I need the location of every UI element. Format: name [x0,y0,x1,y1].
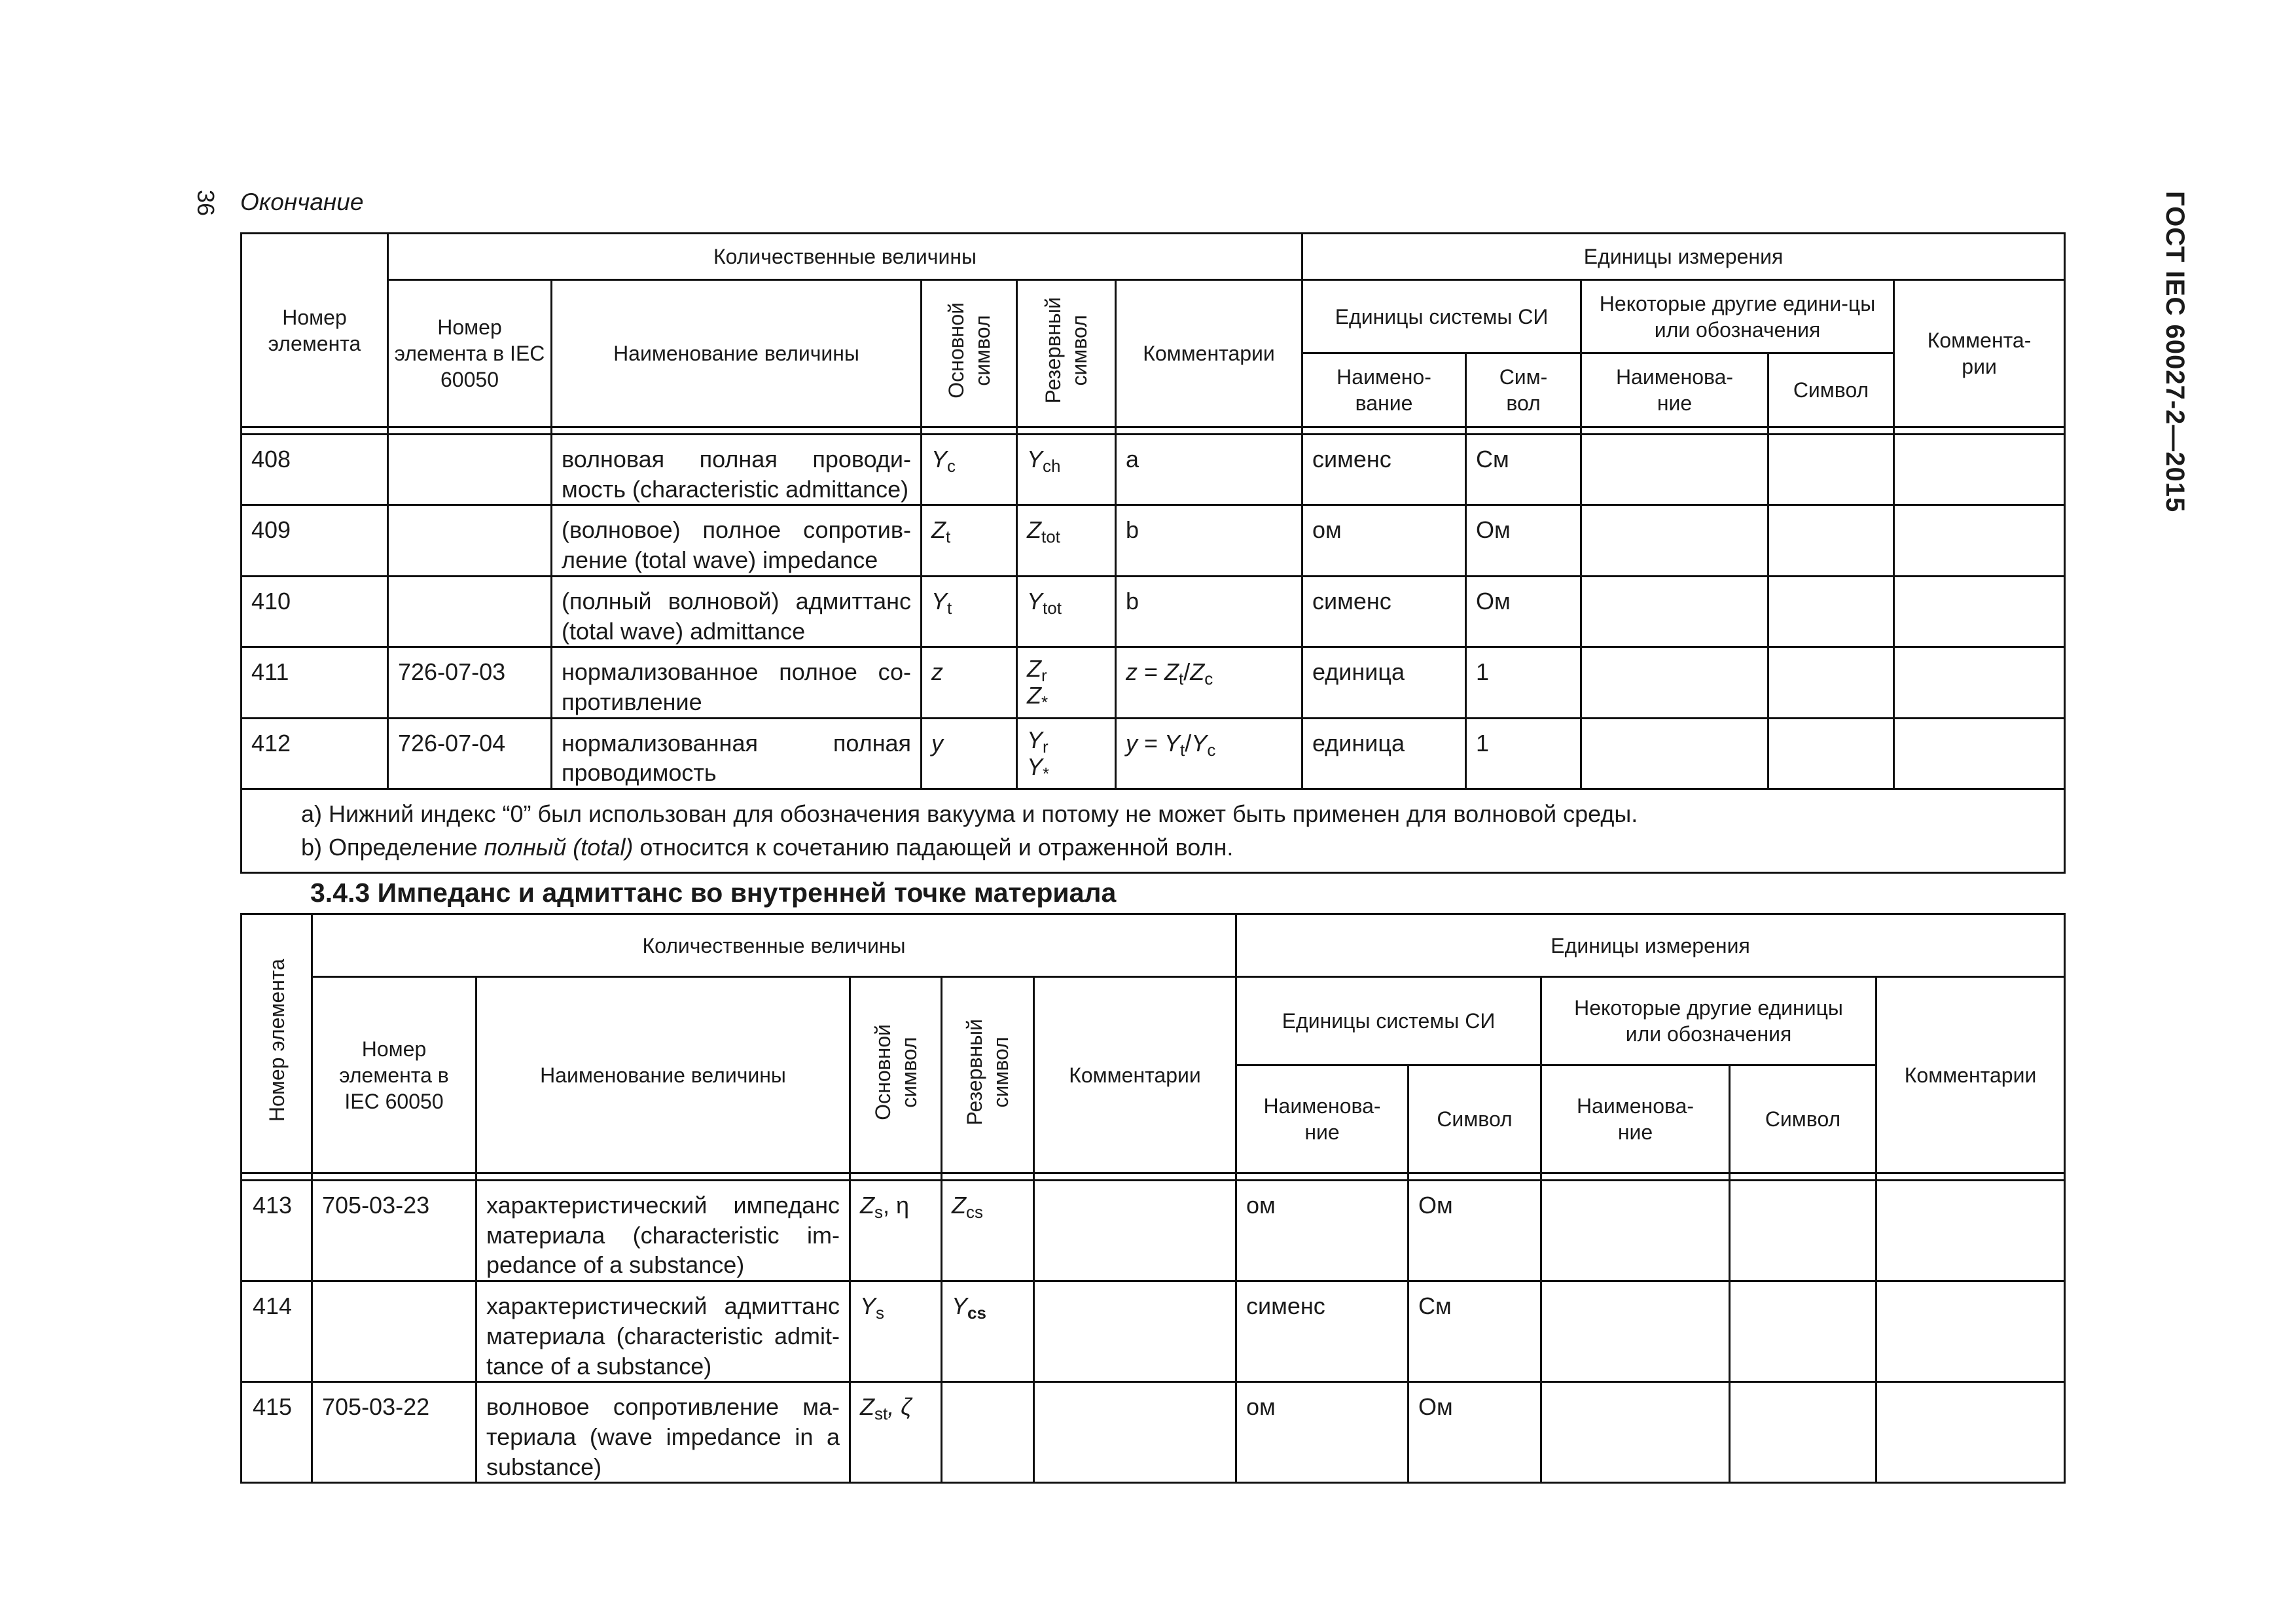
header-units: Единицы измерения [1302,234,2065,280]
header-unit-comments: Коммента-рии [1894,280,2065,427]
row-iec-number [388,576,552,647]
table-row [242,1181,2065,1281]
header-element-number: Номер элемента [264,959,289,1122]
row-reserve-symbol: $Y_r$ $Y_*$ [1017,718,1116,789]
row-number: 414 [242,1281,312,1382]
row-number: 410 [242,576,388,647]
header-other-unit-name: Наименова-ние [1581,353,1768,427]
row-unit-symbol: 1 [1466,718,1581,789]
row-iec-number: 726-07-03 [388,647,552,718]
row-quantity-name: волновая полная проводи-мость (characteristic admittance) [552,435,922,505]
header-quantities: Количественные величины [312,914,1236,977]
row-unit-name: ом [1236,1382,1408,1483]
footnote-b: b) Определение полный (total) относится к сочетанию падающей и отраженной волн. [301,833,1234,861]
row-main-symbol: $Y_t$ [922,576,1017,647]
row-reserve-symbol: $Z_r$ $Z_*$ [1017,647,1116,718]
row-comment [1034,1181,1236,1281]
header-unit-comments: Комментарии [1876,977,2065,1173]
header-other-units: Некоторые другие едини-цы или обозначения [1581,280,1894,353]
row-quantity-name: волновое сопротивление ма-териала (wave impedance in a substance) [476,1382,850,1483]
row-quantity-name: (волновое) полное сопротив-ление (total wave) impedance [552,505,922,576]
row-quantity-name: характеристический адмиттанс материала (characteristic admit-tance of a substance) [476,1281,850,1382]
header-si-unit-symbol: Сим-вол [1466,353,1581,427]
header-element-number: Номер элемента [242,234,388,427]
row-reserve-symbol [942,1382,1034,1483]
row-main-symbol: $Z_s$, η [850,1181,942,1281]
row-main-symbol: $Z_{st}$, ζ [850,1382,942,1483]
row-unit-name: ом [1236,1181,1408,1281]
row-unit-name: ом [1302,505,1466,576]
row-reserve-symbol: $Z_{tot}$ [1017,505,1116,576]
table-row [242,435,2065,505]
row-quantity-name: нормализованное полное со-противление [552,647,922,718]
header-si-units: Единицы системы СИ [1302,280,1581,353]
header-units: Единицы измерения [1236,914,2065,977]
row-number: 411 [242,647,388,718]
row-comment [1034,1281,1236,1382]
row-reserve-symbol: $Y_{cs}$ [942,1281,1034,1382]
row-unit-symbol: 1 [1466,647,1581,718]
table-row [242,576,2065,647]
row-iec-number: 726-07-04 [388,718,552,789]
row-quantity-name: нормализованная полная проводимость [552,718,922,789]
header-quantities: Количественные величины [388,234,1302,280]
table-row [242,718,2065,789]
row-unit-name: единица [1302,647,1466,718]
header-si-unit-name: Наименова-ние [1236,1065,1408,1173]
row-iec-number: 705-03-22 [312,1382,476,1483]
row-unit-symbol: См [1466,435,1581,505]
footnotes-row [242,789,2065,873]
header-comments: Комментарии [1034,977,1236,1173]
row-unit-symbol: Ом [1408,1181,1541,1281]
page-number: 36 [192,190,219,217]
continuation-label: Окончание [240,188,364,215]
row-unit-symbol: См [1408,1281,1541,1382]
header-reserve-symbol: Резервный символ [1041,297,1091,404]
row-comment: b [1116,505,1302,576]
header-other-units: Некоторые другие единицы или обозначения [1541,977,1876,1065]
row-reserve-symbol: $Y_{ch}$ [1017,435,1116,505]
header-iec-number: Номер элемента в IEC 60050 [312,977,476,1173]
row-quantity-name: характеристический импеданс материала (characteristic im-pedance of a substance) [476,1181,850,1281]
header-reserve-symbol: Резервный символ [963,1018,1013,1126]
table-row [242,505,2065,576]
header-quantity-name: Наименование величины [552,280,922,427]
document-code: ГОСТ IEC 60027-2—2015 [2161,191,2189,513]
row-number: 408 [242,435,388,505]
row-main-symbol: $Z_t$ [922,505,1017,576]
quantities-table-2 [240,913,2066,1484]
header-other-unit-name: Наименова-ние [1541,1065,1730,1173]
row-unit-name: сименс [1302,435,1466,505]
header-main-symbol: Основной символ [944,302,994,399]
row-unit-name: сименс [1302,576,1466,647]
row-main-symbol: $Y_s$ [850,1281,942,1382]
row-unit-symbol: Ом [1408,1382,1541,1483]
row-unit-name: сименс [1236,1281,1408,1382]
row-quantity-name: (полный волновой) адмиттанс (total wave) admittance [552,576,922,647]
row-number: 413 [242,1181,312,1281]
header-main-symbol: Основной символ [870,1024,921,1120]
row-iec-number: 705-03-23 [312,1181,476,1281]
row-unit-name: единица [1302,718,1466,789]
row-unit-symbol: Ом [1466,576,1581,647]
header-si-units: Единицы системы СИ [1236,977,1541,1065]
row-number: 412 [242,718,388,789]
header-si-unit-name: Наимено-вание [1302,353,1466,427]
section-heading: 3.4.3 Импеданс и адмиттанс во внутренней точке материала [310,878,1117,908]
footnote-a: a) Нижний индекс “0” был использован для обозначения вакуума и потому не может быть применен для волновой среды. [301,800,1638,828]
header-si-unit-symbol: Символ [1408,1065,1541,1173]
header-other-unit-symbol: Символ [1768,353,1894,427]
row-main-symbol: $Y_c$ [922,435,1017,505]
row-iec-number [388,505,552,576]
row-unit-symbol: Ом [1466,505,1581,576]
row-iec-number [388,435,552,505]
header-comments: Комментарии [1116,280,1302,427]
row-number: 409 [242,505,388,576]
row-comment [1034,1382,1236,1483]
table-row [242,647,2065,718]
row-comment: b [1116,576,1302,647]
table-row [242,1281,2065,1382]
row-main-symbol: y [922,718,1017,789]
row-reserve-symbol: $Z_{cs}$ [942,1181,1034,1281]
row-comment: $z = Z_t/Z_c$ [1116,647,1302,718]
row-reserve-symbol: $Y_{tot}$ [1017,576,1116,647]
row-number: 415 [242,1382,312,1483]
table-row [242,1382,2065,1483]
row-comment: $y = Y_t/Y_c$ [1116,718,1302,789]
header-quantity-name: Наименование величины [476,977,850,1173]
row-iec-number [312,1281,476,1382]
header-iec-number: Номер элемента в IEC 60050 [388,280,552,427]
header-other-unit-symbol: Символ [1730,1065,1876,1173]
row-main-symbol: z [922,647,1017,718]
quantities-table-1 [240,232,2066,874]
row-comment: a [1116,435,1302,505]
